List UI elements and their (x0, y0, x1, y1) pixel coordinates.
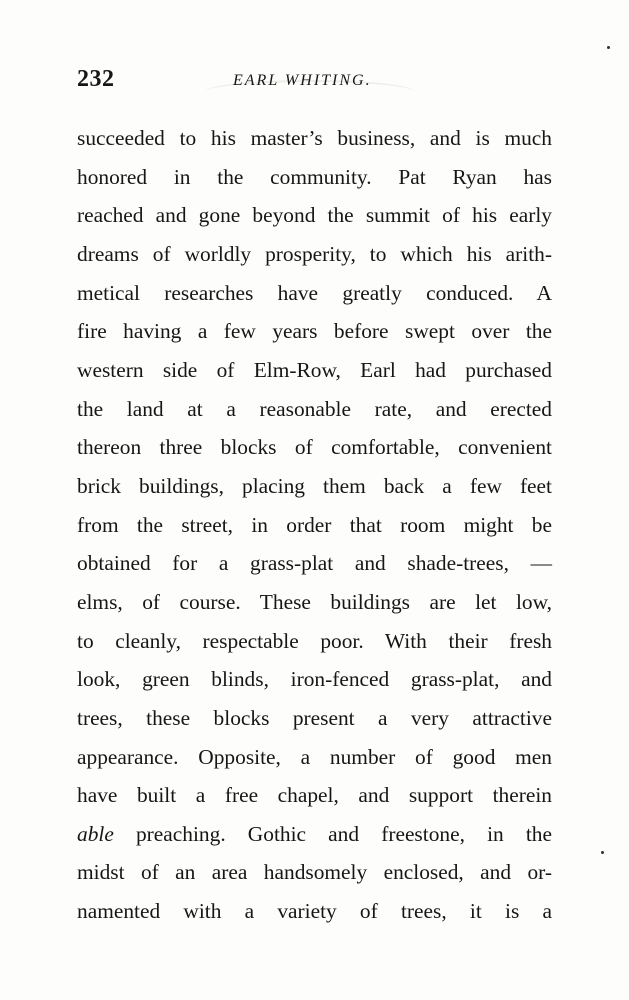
page-header (77, 66, 555, 100)
text-line: fire having a few years before swept over the (77, 319, 552, 344)
text-line: thereon three blocks of comfortable, convenient (77, 435, 552, 460)
text-line: obtained for a grass-plat and shade-trees, — (77, 551, 552, 576)
text-line: honored in the community. Pat Ryan has (77, 164, 552, 189)
running-head: EARL WHITING. (233, 72, 372, 89)
text-line: to cleanly, respectable poor. With their fresh (77, 628, 552, 653)
text-line: succeeded to his master’s business, and is much (77, 126, 552, 150)
text-line: brick buildings, placing them back a few feet (77, 473, 552, 498)
text-line: have built a free chapel, and support therein (77, 783, 552, 808)
text-line: appearance. Opposite, a number of good men (77, 744, 552, 769)
text-line-with-italic (77, 815, 552, 854)
text-line: western side of Elm-Row, Earl had purchased (77, 357, 552, 382)
italic-word: able (77, 821, 114, 846)
text-line: dreams of worldly prosperity, to which his arith- (77, 241, 552, 266)
text-line: trees, these blocks present a very attractive (77, 705, 552, 730)
text-line: look, green blinds, iron-fenced grass-plat, and (77, 667, 552, 692)
page-number: 232 (77, 66, 115, 92)
print-speck (601, 851, 604, 854)
body-text (77, 119, 552, 931)
text-line: the land at a reasonable rate, and erected (77, 396, 552, 421)
text-line: reached and gone beyond the summit of his early (77, 203, 552, 228)
text-line: namented with a variety of trees, it is a (77, 899, 552, 924)
text-line: metical researches have greatly conduced. A (77, 280, 552, 305)
text-line: midst of an area handsomely enclosed, and or- (77, 860, 552, 885)
text-line-rest: preaching. Gothic and freestone, in the (135, 821, 552, 846)
print-speck (607, 46, 610, 49)
text-line: elms, of course. These buildings are let low, (77, 589, 552, 614)
text-line: from the street, in order that room might be (77, 512, 552, 537)
